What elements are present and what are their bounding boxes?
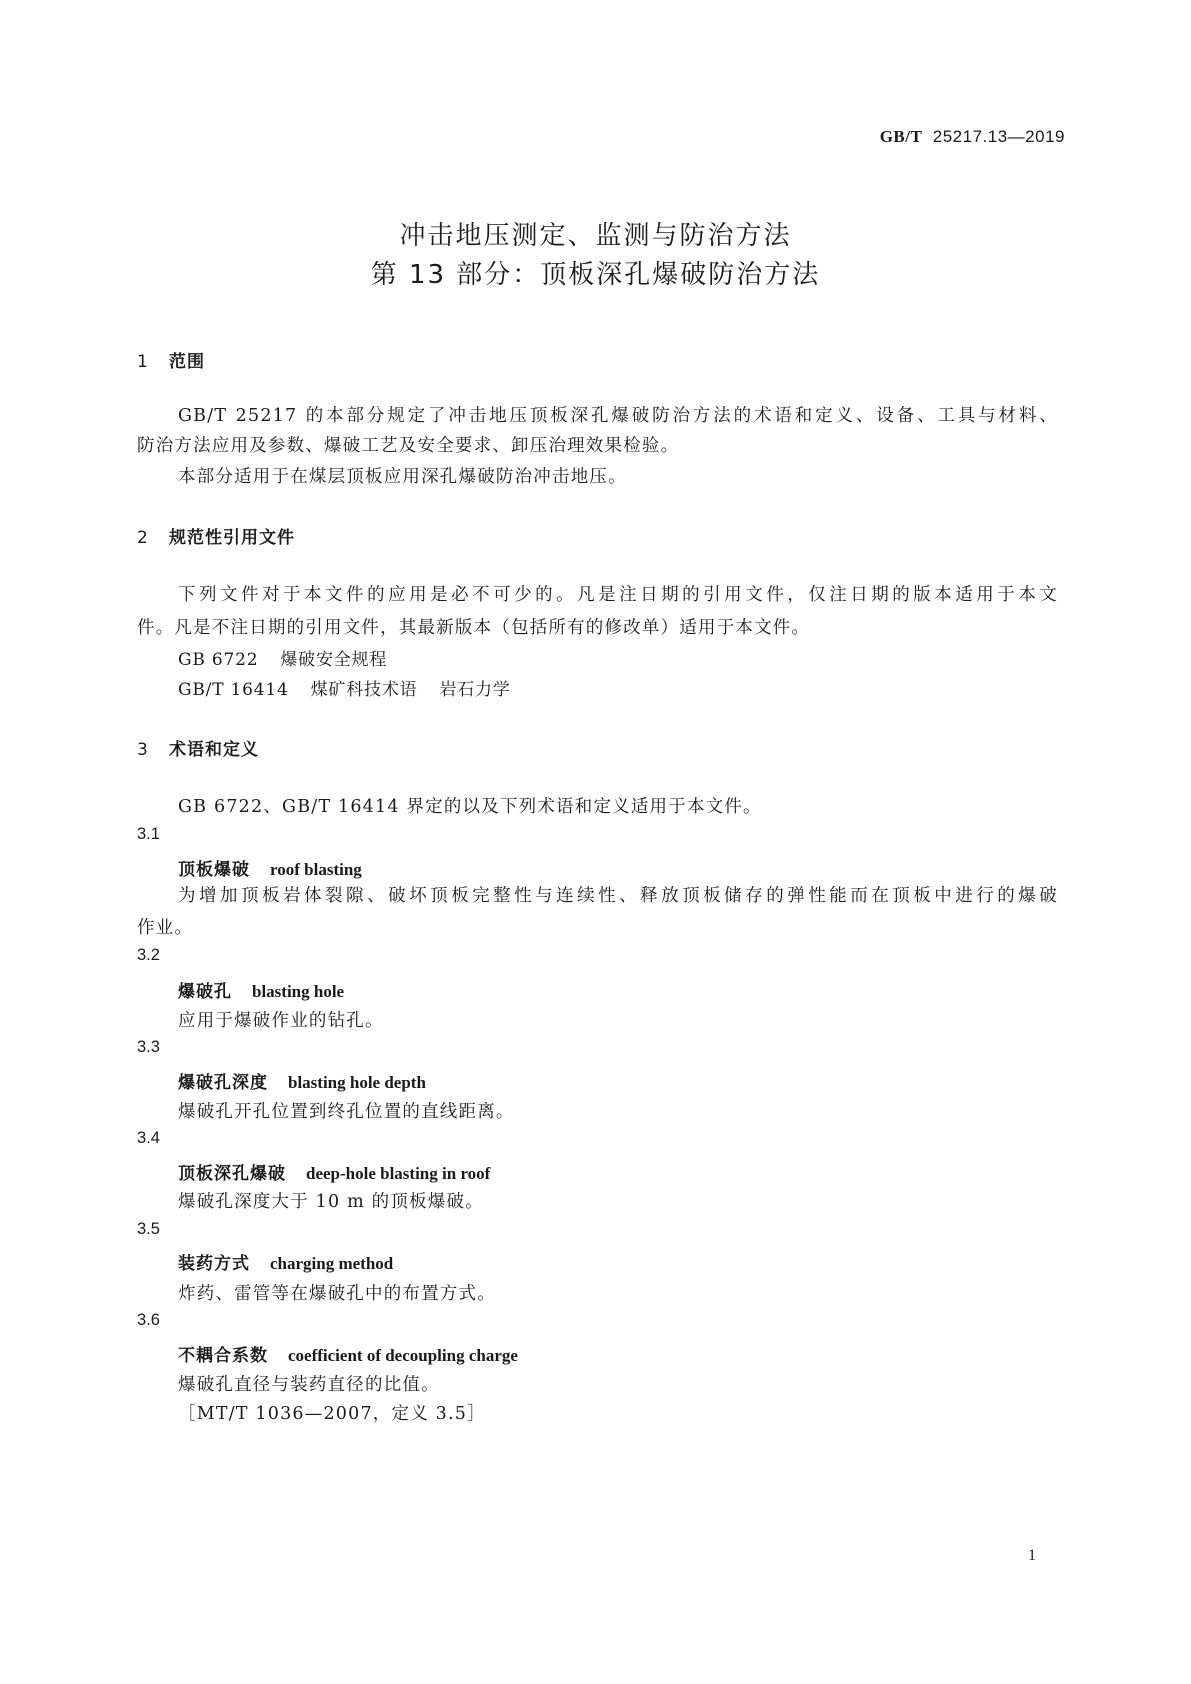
term-definition: 炸药、雷管等在爆破孔中的布置方式。	[178, 1284, 496, 1304]
term-definition: 爆破孔直径与装药直径的比值。	[178, 1375, 440, 1395]
term-entry-number: 3.4	[137, 1129, 160, 1147]
document-title-line1: 冲击地压测定、监测与防治方法	[399, 221, 792, 251]
section-3-heading: 3 术语和定义	[137, 740, 259, 760]
normative-reference-1: GB 6722 爆破安全规程	[178, 650, 388, 670]
term-definition-line2: 作业。	[137, 918, 194, 938]
term-entry-number: 3.6	[137, 1311, 160, 1329]
page-number: 1	[1028, 1547, 1036, 1564]
section-2-para-line2: 件。凡是不注日期的引用文件，其最新版本（包括所有的修改单）适用于本文件。	[137, 618, 811, 638]
document-title-line2: 第 13 部分：顶板深孔爆破防治方法	[370, 260, 821, 290]
term-heading: 爆破孔 blasting hole	[178, 982, 345, 1002]
section-2-para-line1: 下列文件对于本文件的应用是必不可少的。凡是注日期的引用文件，仅注日期的版本适用于本文	[178, 585, 1058, 605]
term-source: ［MT/T 1036—2007，定义 3.5］	[178, 1404, 486, 1424]
term-heading: 顶板爆破 roof blasting	[178, 860, 362, 880]
section-1-heading: 1 范围	[137, 352, 205, 372]
section-1-para2: 本部分适用于在煤层顶板应用深孔爆破防治冲击地压。	[178, 467, 627, 487]
term-heading: 顶板深孔爆破 deep-hole blasting in roof	[178, 1164, 491, 1184]
term-heading: 爆破孔深度 blasting hole depth	[178, 1073, 426, 1093]
term-entry-number: 3.5	[137, 1220, 160, 1238]
term-entry-number: 3.2	[137, 946, 160, 964]
normative-reference-2: GB/T 16414 煤矿科技术语 岩石力学	[178, 680, 511, 700]
term-heading: 装药方式 charging method	[178, 1254, 394, 1274]
term-heading: 不耦合系数 coefficient of decoupling charge	[178, 1346, 518, 1366]
term-definition: 爆破孔开孔位置到终孔位置的直线距离。	[178, 1102, 515, 1122]
section-2-heading: 2 规范性引用文件	[137, 528, 295, 548]
term-definition: 应用于爆破作业的钻孔。	[178, 1011, 384, 1031]
standard-code: GB/T 25217.13—2019	[879, 127, 1065, 146]
term-definition-line1: 为增加顶板岩体裂隙、破坏顶板完整性与连续性、释放顶板储存的弹性能而在顶板中进行的爆破	[178, 886, 1058, 906]
term-entry-number: 3.1	[137, 825, 160, 843]
section-3-intro: GB 6722、GB/T 16414 界定的以及下列术语和定义适用于本文件。	[178, 797, 762, 817]
term-definition: 爆破孔深度大于 10 m 的顶板爆破。	[178, 1192, 484, 1212]
section-1-para1-line1: GB/T 25217 的本部分规定了冲击地压顶板深孔爆破防治方法的术语和定义、设备、工具与材料、	[178, 406, 1058, 426]
term-entry-number: 3.3	[137, 1038, 160, 1056]
section-1-para1-line2: 防治方法应用及参数、爆破工艺及安全要求、卸压治理效果检验。	[137, 436, 680, 456]
